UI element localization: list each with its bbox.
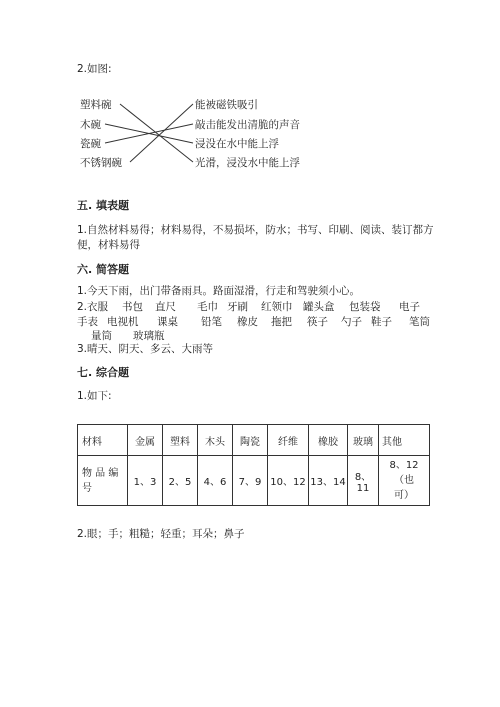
item-word: 手表 bbox=[77, 316, 98, 328]
item-word: 毛巾 bbox=[197, 301, 218, 313]
section-title: 七. 综合题 bbox=[77, 366, 130, 379]
table-cell: 1、3 bbox=[128, 456, 163, 506]
match-line bbox=[120, 104, 193, 162]
table-cell: 2、5 bbox=[163, 456, 198, 506]
section-title: 六. 简答题 bbox=[77, 263, 130, 276]
answer-text: 1.今天下雨，出门带备雨具。路面湿滑，行走和驾驶须小心。 bbox=[77, 285, 361, 297]
match-right-item: 能被磁铁吸引 bbox=[195, 99, 258, 111]
item-word: 2.衣服 bbox=[77, 301, 109, 313]
item-word: 书包 bbox=[122, 301, 143, 313]
answer-text: 1.如下: bbox=[77, 390, 112, 402]
table-header-row bbox=[78, 425, 430, 456]
answer-text: 1.自然材料易得；材料易得，不易损坏，防水；书写、印刷、阅读、装订都方 bbox=[77, 224, 434, 236]
item-word: 鞋子 bbox=[371, 316, 392, 328]
item-word: 笔筒 bbox=[409, 316, 430, 328]
item-word: 红领巾 bbox=[261, 301, 293, 313]
table-header-cell: 塑料 bbox=[163, 425, 198, 456]
item-word: 筷子 bbox=[307, 316, 328, 328]
item-word: 电视机 bbox=[107, 316, 139, 328]
item-word: 牙刷 bbox=[227, 301, 248, 313]
table-row-label-line: 物 品 编 bbox=[82, 467, 119, 479]
match-left-item: 瓷碗 bbox=[80, 138, 101, 150]
table-cell: 10、12 bbox=[268, 456, 309, 506]
answer-text: 便，材料易得 bbox=[77, 239, 140, 251]
match-line bbox=[130, 104, 193, 162]
items-row bbox=[77, 314, 437, 328]
table-row-label bbox=[78, 456, 128, 506]
table-cell: 8、11 bbox=[348, 456, 379, 506]
table-cell: 7、9 bbox=[233, 456, 268, 506]
match-right-item: 浸没在水中能上浮 bbox=[195, 138, 279, 150]
item-word: 罐头盒 bbox=[303, 301, 335, 313]
item-word: 课桌 bbox=[157, 316, 178, 328]
item-word: 玻璃瓶 bbox=[133, 330, 165, 342]
table-header-cell: 纤维 bbox=[268, 425, 309, 456]
table-cell: 4、6 bbox=[198, 456, 233, 506]
table-cell-line: 8、12（也 bbox=[389, 460, 419, 486]
table-header-cell: 其他 bbox=[379, 425, 430, 456]
matching-diagram bbox=[75, 99, 335, 179]
match-left-item: 塑料碗 bbox=[80, 99, 112, 111]
item-word: 铅笔 bbox=[201, 316, 222, 328]
items-row bbox=[77, 299, 437, 313]
table-cell: 13、14 bbox=[309, 456, 348, 506]
section-title: 五. 填表题 bbox=[77, 199, 130, 212]
table-cell-other bbox=[379, 456, 430, 506]
match-left-item: 木碗 bbox=[80, 119, 101, 131]
table-header-cell: 木头 bbox=[198, 425, 233, 456]
item-word: 直尺 bbox=[155, 301, 176, 313]
item-word: 橡皮 bbox=[237, 316, 258, 328]
answer-text: 3.晴天、阴天、多云、大雨等 bbox=[77, 343, 214, 355]
table-header-cell: 材料 bbox=[78, 425, 128, 456]
answer-text: 2.眼；手；粗糙；轻重；耳朵；鼻子 bbox=[77, 528, 245, 540]
q2-label: 2.如图: bbox=[77, 63, 112, 75]
item-word: 包装袋 bbox=[349, 301, 381, 313]
match-right-item: 光滑，浸没水中能上浮 bbox=[195, 157, 300, 169]
table-header-cell: 玻璃 bbox=[348, 425, 379, 456]
table-header-cell: 橡胶 bbox=[309, 425, 348, 456]
table-cell-line: 可） bbox=[394, 490, 414, 501]
table-row bbox=[78, 456, 430, 506]
match-right-item: 敲击能发出清脆的声音 bbox=[195, 119, 300, 131]
item-word: 拖把 bbox=[271, 316, 292, 328]
table-header-cell: 金属 bbox=[128, 425, 163, 456]
match-left-item: 不锈钢碗 bbox=[80, 157, 122, 169]
item-word: 勺子 bbox=[341, 316, 362, 328]
materials-table bbox=[77, 424, 430, 506]
items-row bbox=[77, 328, 437, 342]
table-row-label-line: 号 bbox=[82, 482, 92, 494]
item-word: 电子 bbox=[399, 301, 420, 313]
item-word: 量筒 bbox=[91, 330, 112, 342]
table-header-cell: 陶瓷 bbox=[233, 425, 268, 456]
